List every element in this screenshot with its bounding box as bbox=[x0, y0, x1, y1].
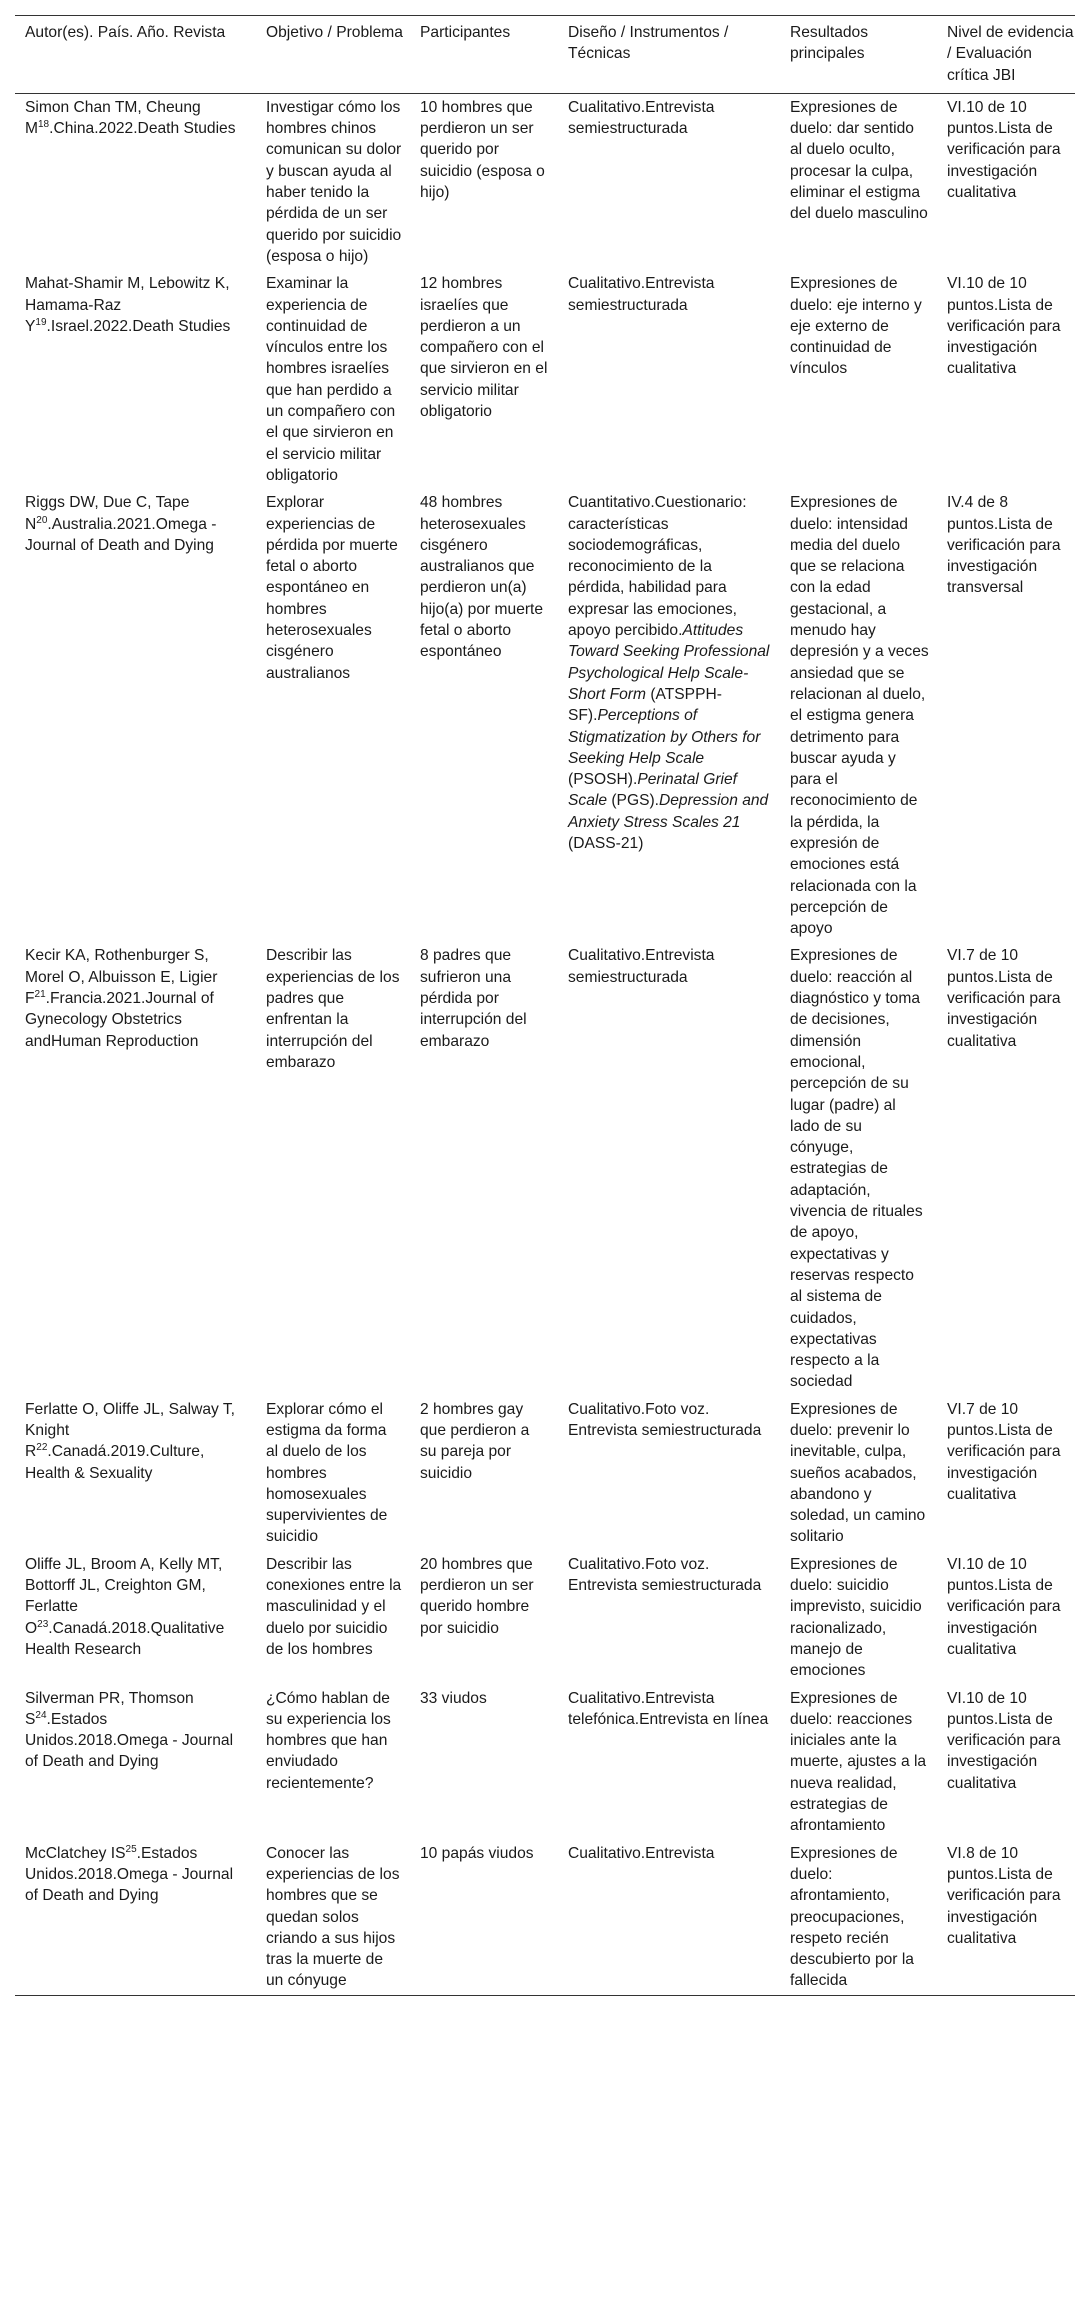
reference-number: 18 bbox=[38, 119, 50, 130]
header-row bbox=[15, 16, 1075, 94]
cell-participants: 10 hombres que perdieron un ser querido por suicidio (esposa o hijo) bbox=[420, 98, 545, 202]
reference-number: 22 bbox=[36, 1442, 48, 1454]
cell-evidence: VI.8 de 10 puntos.Lista de verificación para investigación cualitativa bbox=[937, 1840, 1075, 1996]
cell-objective: Explorar cómo el estigma da forma al duelo de los hombres homosexuales supervivientes de suicidio bbox=[266, 1400, 388, 1546]
cell-results: Expresiones de duelo: prevenir lo inevitable, culpa, sueños acabados, abandono y soledad, un camino solitario bbox=[790, 1400, 926, 1546]
table-row bbox=[15, 1685, 1075, 1840]
reference-number: 25 bbox=[125, 1843, 137, 1855]
cell-evidence: IV.4 de 8 puntos.Lista de verificación para investigación transversal bbox=[947, 494, 1061, 597]
cell-objective: Explorar experiencias de pérdida por muerte fetal o aborto espontáneo en hombres heterosexuales cisgénero australianos bbox=[266, 494, 398, 682]
literature-review-table bbox=[15, 15, 1075, 1996]
header-author: Autor(es). País. Año. Revista bbox=[15, 16, 256, 94]
cell-design: Cualitativo.Entrevista semiestructurada bbox=[568, 947, 715, 986]
cell-results: Expresiones de duelo: suicidio imprevisto, suicidio racionalizado, manejo de emociones bbox=[790, 1555, 922, 1680]
cell-design: Cualitativo.Entrevista telefónica.Entrevista en línea bbox=[568, 1689, 769, 1728]
header-design: Diseño / Instrumentos / Técnicas bbox=[558, 16, 780, 94]
table-row bbox=[15, 1551, 1075, 1685]
cell-results: Expresiones de duelo: reacción al diagnóstico y toma de decisiones, dimensión emocional, percepción de su lugar (padre) al lado de su cónyuge, estrategias de adaptación, vivencia de rituales de apoyo, expectativas y reservas respecto al sistema de cuidados, expectativas respecto a la sociedad bbox=[790, 947, 923, 1391]
cell-author: Silverman PR, Thomson $S^{24}.Estados$ Unidos.2018.Omega - Journal of Death and Dying bbox=[25, 1689, 234, 1771]
table-row bbox=[15, 942, 1075, 1395]
table-row bbox=[15, 1840, 1075, 1996]
cell-evidence: VI.7 de 10 puntos.Lista de verificación para investigación cualitativa bbox=[947, 947, 1061, 1050]
reference-number: 24 bbox=[35, 1709, 47, 1721]
cell-design: Cualitativo.Entrevista semiestructurada bbox=[568, 98, 715, 138]
cell-participants: 10 papás viudos bbox=[410, 1840, 558, 1996]
cell-evidence: VI.10 de 10 puntos.Lista de verificación para investigación cualitativa bbox=[947, 98, 1061, 202]
cell-participants: 8 padres que sufrieron una pérdida por interrupción del embarazo bbox=[420, 947, 527, 1050]
cell-results: Expresiones de duelo: eje interno y eje externo de continuidad de vínculos bbox=[790, 275, 922, 378]
cell-author: Mahat-Shamir M, Lebowitz K, Hamama-Raz $Y^{19}.Israel.2022.Death$ Studies bbox=[25, 275, 231, 335]
cell-objective: Examinar la experiencia de continuidad de vínculos entre los hombres israelíes que han perdido a un compañero con el que sirvieron en el servicio militar obligatorio bbox=[266, 275, 396, 484]
cell-results: Expresiones de duelo: afrontamiento, preocupaciones, respeto recién descubierto por la fallecida bbox=[780, 1840, 937, 1996]
header-objective: Objetivo / Problema bbox=[256, 16, 410, 94]
cell-author: McClatchey IS$^{25}$.Estados Unidos.2018.Omega - Journal of Death and Dying bbox=[15, 1840, 256, 1996]
reference-number: 23 bbox=[37, 1618, 49, 1630]
header-evidence: Nivel de evidencia / Evaluación crítica JBI bbox=[937, 16, 1075, 94]
cell-objective: Investigar cómo los hombres chinos comunican su dolor y buscan ayuda al haber tenido la pérdida de un ser querido por suicidio (esposa o hijo) bbox=[266, 98, 402, 265]
scale-name: Perceptions of Stigmatization by Others for Seeking Help Scale bbox=[568, 707, 761, 767]
cell-evidence: VI.10 de 10 puntos.Lista de verificación para investigación cualitativa bbox=[947, 275, 1061, 378]
cell-design: Cualitativo.Entrevista semiestructurada bbox=[568, 275, 715, 314]
scale-name: Depression and Anxiety Stress Scales 21 bbox=[568, 792, 769, 831]
cell-design: Cualitativo.Foto voz. Entrevista semiestructurada bbox=[568, 1400, 762, 1439]
reference-number: 19 bbox=[35, 316, 47, 328]
cell-author: Kecir KA, Rothenburger S, Morel O, Albuisson E, Ligier $F^{21}.Francia.2021.Journal$ of Gynecology Obstetrics andHuman Reproduction bbox=[25, 947, 218, 1050]
header-results: Resultados principales bbox=[780, 16, 937, 94]
cell-participants: 2 hombres gay que perdieron a su pareja por suicidio bbox=[420, 1400, 530, 1482]
cell-author: Ferlatte O, Oliffe JL, Salway T, Knight $R^{22}.Canadá.2019.Culture$, Health & Sexuality bbox=[25, 1400, 236, 1482]
cell-participants: 12 hombres israelíes que perdieron a un compañero con el que sirvieron en el servicio militar obligatorio bbox=[420, 275, 548, 421]
table-row bbox=[15, 1396, 1075, 1551]
cell-results: Expresiones de duelo: intensidad media del duelo que se relaciona con la edad gestacional, a menudo hay depresión y a veces ansiedad que se relacionan al duelo, el estigma genera detrimento para buscar ayuda y para el reconocimiento de la pérdida, la expresión de emociones está relacionada con la percepción de apoyo bbox=[790, 494, 929, 938]
cell-author: Oliffe JL, Broom A, Kelly MT, Bottorff JL, Creighton GM, Ferlatte $O^{23}.Canadá.2018.Qualitative$ Health Research bbox=[25, 1555, 225, 1658]
table-body bbox=[15, 93, 1075, 1995]
cell-author: Simon Chan TM, Cheung $M^{18}.China.2022.Death$ Studies bbox=[25, 98, 236, 138]
cell-evidence: VI.10 de 10 puntos.Lista de verificación para investigación cualitativa bbox=[947, 1555, 1061, 1658]
cell-objective: ¿Cómo hablan de su experiencia los hombres que han enviudado recientemente? bbox=[266, 1689, 391, 1792]
cell-objective: Conocer las experiencias de los hombres que se quedan solos criando a sus hijos tras la muerte de un cónyuge bbox=[256, 1840, 410, 1996]
cell-participants: 20 hombres que perdieron un ser querido hombre por suicidio bbox=[420, 1555, 534, 1637]
scale-name: Attitudes Toward Seeking Professional Psychological Help Scale-Short Form bbox=[568, 622, 770, 703]
cell-participants: 33 viudos bbox=[420, 1689, 487, 1707]
cell-evidence: VI.10 de 10 puntos.Lista de verificación para investigación cualitativa bbox=[947, 1689, 1061, 1792]
cell-design: Cualitativo.Foto voz. Entrevista semiestructurada bbox=[568, 1555, 762, 1595]
table-row bbox=[15, 270, 1075, 489]
cell-results: Expresiones de duelo: dar sentido al duelo oculto, procesar la culpa, eliminar el estigma del duelo masculino bbox=[790, 98, 928, 223]
table-row bbox=[15, 93, 1075, 270]
reference-number: 20 bbox=[36, 514, 48, 526]
cell-design: Cualitativo.Entrevista bbox=[558, 1840, 780, 1996]
scale-name: Perinatal Grief Scale bbox=[568, 771, 737, 810]
cell-author: Riggs DW, Due C, Tape $N^{20}.Australia.2021.Omega$ - Journal of Death and Dying bbox=[25, 494, 217, 554]
cell-results: Expresiones de duelo: reacciones iniciales ante la muerte, ajustes a la nueva realidad, estrategias de afrontamiento bbox=[790, 1689, 927, 1835]
table-row bbox=[15, 489, 1075, 942]
cell-evidence: VI.7 de 10 puntos.Lista de verificación para investigación cualitativa bbox=[947, 1400, 1061, 1503]
reference-number: 21 bbox=[34, 988, 46, 1000]
header-participants: Participantes bbox=[410, 16, 558, 94]
cell-participants: 48 hombres heterosexuales cisgénero australianos que perdieron un(a) hijo(a) por muerte fetal o aborto espontáneo bbox=[420, 494, 544, 661]
cell-design: Cuantitativo.Cuestionario: características sociodemográficas, reconocimiento de la pérdida, habilidad para expresar las emociones, apoyo percibido.Attitudes Toward Seeking Professional Psychological Help Scale-Short Form (ATSPPH-SF).Perceptions of Stigmatization by Others for Seeking Help Scale (PSOSH).Perinatal Grief Scale (PGS).Depression and Anxiety Stress Scales 21 (DASS-21) bbox=[568, 494, 770, 852]
cell-objective: Describir las conexiones entre la masculinidad y el duelo por suicidio de los hombres bbox=[266, 1555, 402, 1658]
table-header bbox=[15, 16, 1075, 94]
cell-objective: Describir las experiencias de los padres que enfrentan la interrupción del embarazo bbox=[266, 947, 400, 1071]
